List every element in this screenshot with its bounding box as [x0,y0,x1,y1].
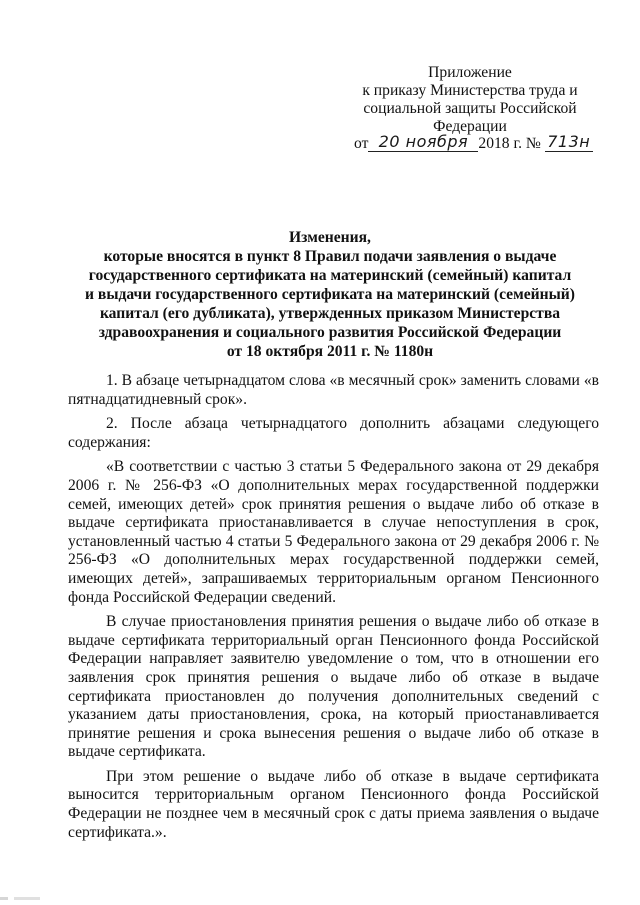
paragraph-2: 2. После абзаца четырнадцатого дополнить абзацами следующего содержания: [68,415,599,451]
title-line: государственного сертификата на материнский (семейный) капитал [88,267,572,284]
appendix-header [350,64,590,136]
scan-artifact [0,897,120,900]
appendix-line-federation: Федерации [433,118,507,135]
title-line: и выдачи государственного сертификата на материнский (семейный) [85,286,575,303]
title-line: здравоохранения и социального развития Российской Федерации [98,324,562,341]
handwritten-order-number: 713н [547,132,591,151]
document-body [68,372,599,848]
order-year-label: 2018 г. № [478,135,541,152]
paragraph-4: В случае приостановления принятия решения о выдаче либо об отказе в выдаче сертификата территориальный орган Пенсионного фонда Российской Федерации направляет заявителю уведомление о том, что в отношении его заявления срок принятия решения о выдаче либо об отказе в выдаче сертификата приостановлен до получения дополнительных сведений с указанием даты приостановления, срока, на который приостанавливается принятие решения и срока вынесения решения о выдаче либо об отказе в выдаче сертификата. [68,613,599,761]
title-line: Изменения, [289,229,371,246]
appendix-line-order: к приказу Министерства труда и [362,82,578,99]
document-title [60,228,600,361]
order-from-label: от [354,135,369,152]
paragraph-3: «В соответствии с частью 3 статьи 5 Федерального закона от 29 декабря 2006 г. № 256-ФЗ «О дополнительных мерах государственной поддержки семей, имеющих детей» срок принятия решения о выдаче либо об отказе в выдаче сертификата приостанавливается в случае непоступления в срок, установленный частью 4 статьи 5 Федерального закона от 29 декабря 2006 г. № 256-ФЗ «О дополнительных мерах государственной поддержки семей, имеющих детей», запрашиваемых территориальным органом Пенсионного фонда Российской Федерации сведений. [68,458,599,606]
title-line: которые вносятся в пункт 8 Правил подачи заявления о выдаче [103,248,557,265]
appendix-line-ministry: социальной защиты Российской [363,100,577,117]
title-line: капитал (его дубликата), утвержденных приказом Министерства [99,305,561,322]
handwritten-date: 20 ноября [378,132,469,151]
appendix-title: Приложение [428,64,512,81]
title-line: от 18 октября 2011 г. № 1180н [226,343,434,360]
order-date-line [354,134,614,154]
paragraph-5: При этом решение о выдаче либо об отказе в выдаче сертификата выносится территориальным органом Пенсионного фонда Российской Федерации не позднее чем в месячный срок с даты приема заявления о выдаче сертификата.». [68,767,599,841]
paragraph-1: 1. В абзаце четырнадцатом слова «в месячный срок» заменить словами «в пятнадцатидневный срок». [68,372,599,408]
